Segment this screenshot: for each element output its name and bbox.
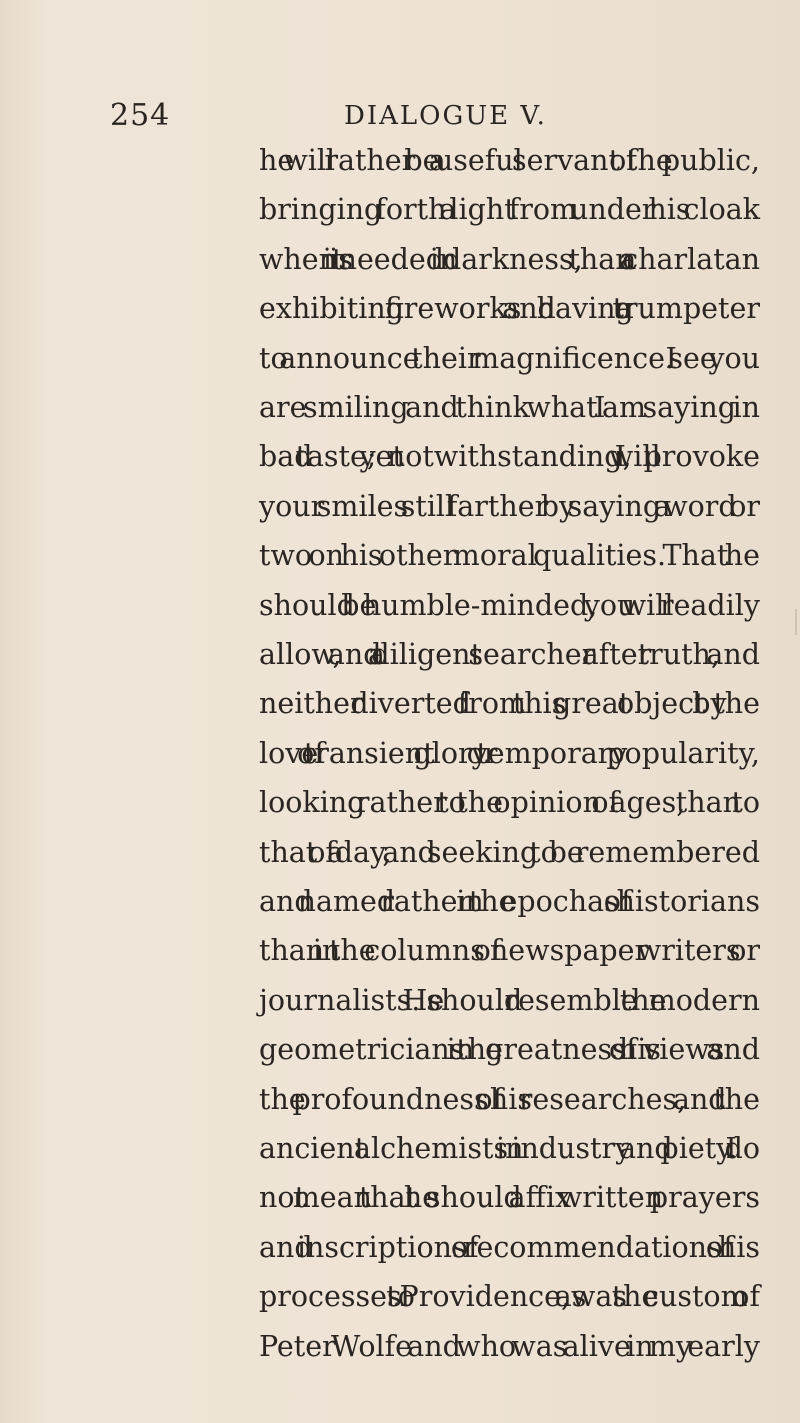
text-line (0, 929, 800, 973)
text-line (0, 1176, 800, 1220)
text-line-content: than in the columns of newspaper writers or (259, 934, 760, 968)
text-line-content: are smiling and think what I am saying in (259, 391, 760, 424)
text-line-content: bringing forth a light from under his cloak (259, 193, 760, 227)
text-line-content: to announce their magnificence. I see you (259, 341, 760, 375)
page-number: 254 (110, 98, 171, 133)
page-header (110, 96, 770, 136)
text-line (0, 188, 800, 232)
text-line-content: should be humble-minded, you will readily (259, 588, 760, 622)
text-line (0, 139, 800, 183)
text-line (0, 633, 800, 677)
text-line (0, 435, 800, 479)
text-line-content: Peter Wolfe and who was alive in my early (259, 1329, 760, 1363)
text-line (0, 1275, 800, 1319)
text-line (0, 979, 800, 1023)
text-line-content: allow, and a diligent searcher after truth, and (259, 638, 760, 671)
text-line-content: exhibiting fireworks and having a trumpeter (259, 292, 760, 326)
text-line (0, 386, 800, 430)
text-line-content: the profoundness of his researches, and the (259, 1082, 760, 1116)
text-line-content: processes to Providence, as was the custom of (259, 1280, 760, 1314)
text-line-content: geometricians in the greatness of his views and (259, 1033, 760, 1067)
running-head: DIALOGUE V. (344, 101, 547, 131)
text-line-content: your smiles still farther by saying a word or (259, 489, 760, 523)
text-line-content: two on his other moral qualities. That he (259, 539, 760, 573)
text-line (0, 534, 800, 578)
text-line (0, 485, 800, 529)
text-line-content: that of a day, and seeking to be remembered (259, 835, 760, 869)
text-line-content: looking rather to the opinion of ages, than to (259, 786, 760, 820)
text-line-content: bad taste; yet notwithstanding, I will provoke (259, 440, 760, 474)
text-line (0, 831, 800, 875)
text-line (0, 1127, 800, 1171)
text-line-content: love of transient glory or temporary popularity, (259, 736, 760, 770)
text-line (0, 781, 800, 825)
text-line-content: not mean that he should affix written prayers (259, 1181, 760, 1215)
text-line (0, 880, 800, 924)
text-line (0, 238, 800, 282)
text-line (0, 1028, 800, 1072)
text-line (0, 1078, 800, 1122)
text-line-content: he will rather be a useful servant of the public, (259, 144, 760, 177)
text-line (0, 1226, 800, 1270)
text-line-content: and inscriptions of recommendations of his (259, 1230, 760, 1264)
text-line (0, 682, 800, 726)
text-line-content: ancient alchemists in industry and piety. I do (259, 1132, 760, 1165)
text-line (0, 732, 800, 776)
text-line (0, 287, 800, 331)
text-line (0, 584, 800, 628)
text-line (0, 337, 800, 381)
text-line-content: when it is needed in darkness, than a charlatan (259, 242, 760, 276)
margin-mark (795, 609, 797, 635)
text-line-content: journalists. He should resemble the modern (259, 983, 760, 1017)
text-line-content: neither diverted from this great object by the (259, 687, 760, 721)
text-line-content: and named rather in the epochas of historians (259, 885, 760, 918)
text-line (0, 1325, 800, 1369)
